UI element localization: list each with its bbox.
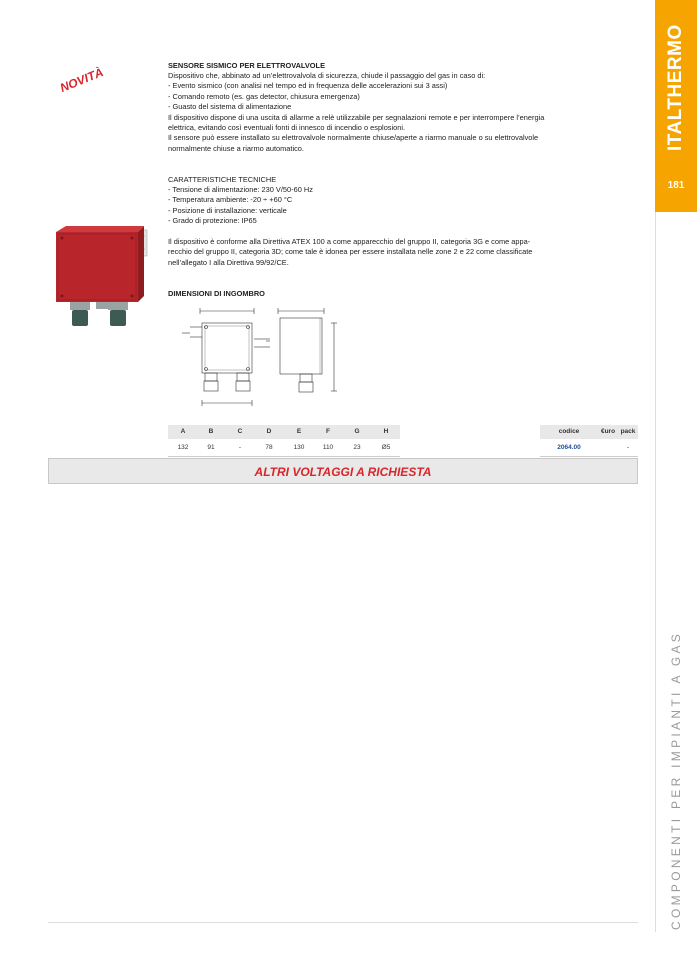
cell-d: 78 xyxy=(265,444,273,451)
col-header-price: €uro xyxy=(600,428,616,435)
col-header-d: D xyxy=(266,428,272,435)
dimensions-header-bar xyxy=(168,425,400,439)
cell-h: Ø5 xyxy=(381,444,391,451)
row-separator xyxy=(540,456,638,457)
bottom-rule xyxy=(48,922,638,923)
col-header-b: B xyxy=(208,428,214,435)
page-number: 181 xyxy=(667,180,685,191)
tech-spec-item: - Posizione di installazione: verticale xyxy=(168,205,287,215)
description-line: elettrica, evitando così eventuali fonti di innesco di incendio o esplosioni. xyxy=(168,123,406,133)
col-header-code: codice xyxy=(558,428,580,435)
tech-spec-item: - Temperatura ambiente: -20 ÷ +60 °C xyxy=(168,195,293,205)
description-line: - Guasto del sistema di alimentazione xyxy=(168,102,292,112)
cell-c: - xyxy=(238,444,242,451)
description-line: normalmente chiuse a riarmo automatico. xyxy=(168,143,304,153)
dimensions-heading: DIMENSIONI DI INGOMBRO xyxy=(168,289,265,298)
brand-name: ITALTHERMO xyxy=(665,24,686,152)
col-header-a: A xyxy=(180,428,186,435)
description-line: Il dispositivo dispone di una uscita di allarme a relè utilizzabile per segnalazioni remote e per interrompere l’energia xyxy=(168,112,545,122)
cell-e: 130 xyxy=(293,444,305,451)
directive-line: Il dispositivo è conforme alla Direttiva ATEX 100 a come apparecchio del gruppo II, categoria 3G e come appa- xyxy=(168,237,531,246)
description-line: - Comando remoto (es. gas detector, chiusura emergenza) xyxy=(168,91,360,101)
col-header-h: H xyxy=(383,428,389,435)
tech-specs-list xyxy=(168,185,313,227)
cell-code: 2064.00 xyxy=(557,444,581,451)
cell-a: 132 xyxy=(177,444,189,451)
dimension-drawing xyxy=(170,303,350,413)
product-description xyxy=(168,71,558,154)
col-header-e: E xyxy=(296,428,302,435)
description-line: Dispositivo che, abbinato ad un’elettrovalvola di sicurezza, chiude il passaggio del gas in caso di: xyxy=(168,71,486,80)
product-title: SENSORE SISMICO PER ELETTROVALVOLE xyxy=(168,61,325,70)
tech-specs-heading: CARATTERISTICHE TECNICHE xyxy=(168,175,277,184)
cell-b: 91 xyxy=(207,444,215,451)
directive-line: recchio del gruppo II, categoria 3D; come tale è idonea per essere installata nelle zone 2 e 22 come classificate xyxy=(168,247,533,257)
tech-spec-item: - Tensione di alimentazione: 230 V/50-60 Hz xyxy=(168,185,313,194)
voltage-banner-text: ALTRI VOLTAGGI A RICHIESTA xyxy=(254,465,432,479)
directive-text xyxy=(168,237,553,268)
description-line: - Evento sismico (con analisi nel tempo ed in frequenza delle accelerazioni sui 3 assi) xyxy=(168,81,448,91)
tech-spec-item: - Grado di protezione: IP65 xyxy=(168,216,257,226)
col-header-g: G xyxy=(354,428,360,435)
directive-line: nell’allegato I alla Direttiva 99/92/CE. xyxy=(168,257,289,267)
section-title: COMPONENTI PER IMPIANTI A GAS xyxy=(669,630,683,930)
cell-g: 23 xyxy=(353,444,361,451)
voltage-banner xyxy=(48,458,638,484)
col-header-pack: pack xyxy=(620,428,636,435)
new-badge: NOVITÀ xyxy=(58,65,106,95)
brand-tab xyxy=(655,0,697,212)
product-photo xyxy=(52,224,152,332)
cell-f: 110 xyxy=(322,444,334,451)
col-header-f: F xyxy=(326,428,330,435)
description-line: Il sensore può essere installato su elettrovalvole normalmente chiuse/aperte a riarmo manuale o su elettrovalvole xyxy=(168,133,539,143)
col-header-c: C xyxy=(237,428,243,435)
cell-pack: - xyxy=(626,444,630,451)
row-separator xyxy=(168,456,400,457)
